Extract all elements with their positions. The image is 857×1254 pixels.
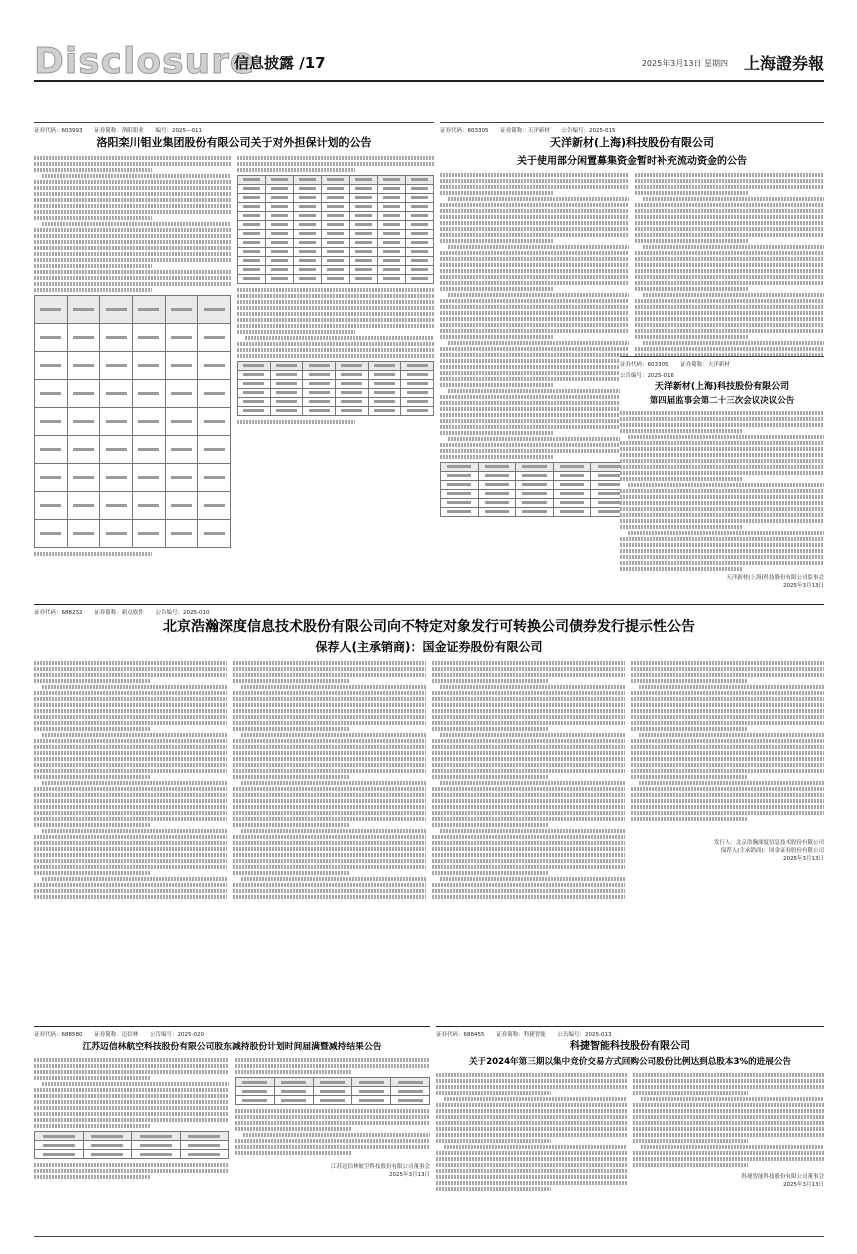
data-table	[235, 1077, 430, 1105]
page-bottom-rule	[34, 1236, 824, 1237]
announcement-meta: 证券代码：688455 证券简称：科捷智能 公告编号：2025-013	[436, 1032, 612, 1038]
announcement-signoff: 天洋新材(上海)科技股份有限公司监事会 2025年3月13日	[726, 575, 824, 590]
masthead	[34, 42, 824, 82]
announcement-meta: 证券代码：603305 证券简称：天洋新材	[620, 362, 730, 368]
announcement-signoff: 江苏迈信林航空科技股份有限公司董事会 2025年3月13日	[330, 1164, 430, 1179]
announcement-subtitle: 保荐人(主承销商)：国金证券股份有限公司	[315, 640, 543, 655]
text-column	[440, 173, 629, 521]
announcement-haohan-convertible-bond	[34, 604, 824, 916]
text-column	[432, 661, 625, 901]
text-column	[631, 661, 824, 901]
data-table	[34, 1131, 229, 1159]
text-column	[235, 1058, 430, 1181]
announcement-luoyang-guarantee	[34, 122, 434, 612]
data-table	[237, 175, 434, 284]
announcement-meta: 证券代码：688232 证券简称：新点软件 公告编号：2025-010	[34, 610, 210, 616]
announcement-tianyang-board: 证券代码：603305 证券简称：天洋新材 公告编号：2025-016 天洋新材(上海)科技股份有限公司 第四届监事会第二十三次会议决议公告 天洋新材(上海)科技股份有限公司监事会 2025年3月13日	[620, 356, 824, 612]
text-column	[237, 156, 434, 558]
announcement-kejie-buyback	[436, 1026, 824, 1234]
issue-date: 2025年3月13日 星期四	[641, 59, 728, 68]
announcement-subtitle: 第四届监事会第二十三次会议决议公告	[649, 396, 795, 407]
announcement-maixinlin-reduction	[34, 1026, 430, 1234]
announcement-subtitle: 关于使用部分闲置募集资金暂时补充流动资金的公告	[517, 155, 747, 167]
announcement-title: 洛阳栾川钼业集团股份有限公司关于对外担保计划的公告	[96, 136, 372, 149]
data-table	[440, 462, 629, 517]
text-column	[233, 661, 426, 901]
data-table	[34, 295, 231, 548]
announcement-title: 北京浩瀚深度信息技术股份有限公司向不特定对象发行可转换公司债券发行提示性公告	[163, 619, 695, 635]
announcement-signoff: 科捷智能科技股份有限公司董事会 2025年3月13日	[741, 1173, 824, 1188]
masthead-brand-word: Disclosure	[34, 41, 256, 82]
announcement-meta: 证券代码：603305 证券简称：天洋新材 公告编号：2025-015	[440, 128, 616, 134]
newspaper-name: 上海證券報	[743, 54, 824, 73]
announcement-meta: 证券代码：688580 证券简称：迈信林 公告编号：2025-020	[34, 1032, 204, 1038]
data-table	[237, 361, 434, 416]
text-column	[633, 1073, 824, 1193]
announcement-title: 江苏迈信林航空科技股份有限公司股东减持股份计划时间届满暨减持结果公告	[82, 1042, 382, 1052]
announcement-title: 天洋新材(上海)科技股份有限公司	[654, 382, 790, 392]
section-title: 信息披露 /17	[234, 54, 326, 72]
announcement-subtitle: 关于2024年第三期以集中竞价交易方式回购公司股份比例达到总股本3%的进展公告	[468, 1056, 792, 1067]
announcement-title: 科捷智能科技股份有限公司	[570, 1041, 690, 1052]
announcement-meta: 证券代码：603993 证券简称：洛阳钼业 编号：2025—011	[34, 128, 203, 134]
text-column	[436, 1073, 627, 1193]
text-column	[34, 661, 227, 901]
text-column	[34, 156, 231, 558]
announcement-title: 天洋新材(上海)科技股份有限公司	[549, 136, 715, 149]
announcement-signoff: 发行人：北京浩瀚深度信息技术股份有限公司 保荐人(主承销商)：国金证券股份有限公司 2025年3月13日	[713, 840, 824, 863]
text-column	[34, 1058, 229, 1181]
